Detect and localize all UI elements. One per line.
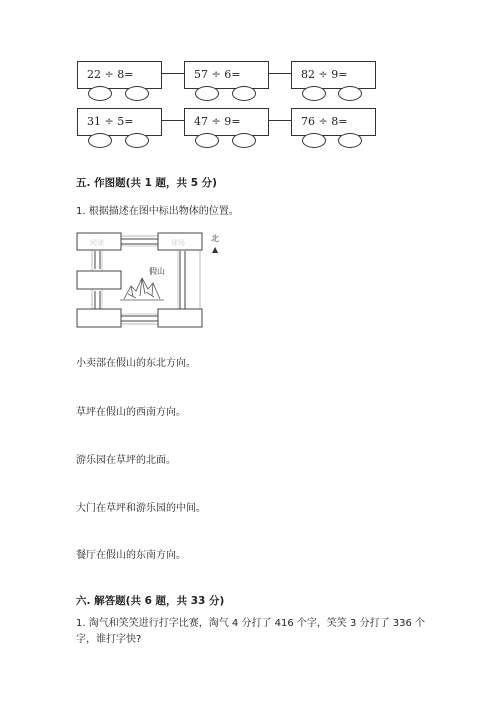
answer-oval[interactable]	[302, 86, 326, 101]
connector-line	[162, 120, 184, 121]
problem-expression: 47 ÷ 9=	[194, 115, 241, 128]
hill-icon	[120, 278, 164, 300]
answer-oval[interactable]	[338, 133, 362, 148]
problem-box	[291, 108, 376, 136]
section-heading: 五. 作图题(共 1 题，共 5 分)	[76, 177, 217, 189]
question-text: 1. 淘气和笑笑进行打字比赛，淘气 4 分打了 416 个字，笑笑 3 分打了 336 个	[76, 618, 426, 629]
problem-box	[77, 61, 162, 89]
connector-line	[269, 120, 291, 121]
answer-oval[interactable]	[88, 86, 112, 101]
problem-box	[184, 108, 269, 136]
answer-oval[interactable]	[125, 86, 149, 101]
section-heading: 六. 解答题(共 6 题，共 33 分)	[76, 595, 225, 607]
hill-label: 假山	[149, 267, 165, 276]
statement-text: 草坪在假山的西南方向。	[76, 407, 186, 418]
answer-oval[interactable]	[195, 86, 219, 101]
problem-expression: 31 ÷ 5=	[87, 115, 134, 128]
faded-label: 球场	[171, 239, 185, 247]
answer-oval[interactable]	[125, 133, 149, 148]
answer-oval[interactable]	[88, 133, 112, 148]
problem-box	[291, 61, 376, 89]
statement-text: 餐厅在假山的东南方向。	[76, 550, 186, 561]
map-location-box	[158, 309, 202, 327]
answer-oval[interactable]	[302, 133, 326, 148]
connector-line	[269, 73, 291, 74]
question-text: 字，谁打字快?	[76, 634, 142, 645]
connector-line	[162, 73, 184, 74]
statement-text: 小卖部在假山的东北方向。	[76, 358, 196, 369]
answer-oval[interactable]	[338, 86, 362, 101]
answer-oval[interactable]	[232, 133, 256, 148]
problem-box	[184, 61, 269, 89]
problem-expression: 82 ÷ 9=	[301, 68, 348, 81]
problem-expression: 57 ÷ 6=	[194, 68, 241, 81]
north-label: 北	[211, 234, 219, 243]
map-location-box	[77, 309, 121, 327]
map-location-box	[77, 271, 121, 289]
question-text: 1. 根据描述在图中标出物体的位置。	[76, 206, 239, 217]
problem-expression: 22 ÷ 8=	[87, 68, 134, 81]
location-map	[76, 232, 226, 332]
answer-oval[interactable]	[232, 86, 256, 101]
north-arrow-icon: ▲	[212, 245, 219, 254]
problem-box	[77, 108, 162, 136]
statement-text: 游乐园在草坪的北面。	[76, 455, 176, 466]
faded-label: 阅读	[90, 239, 104, 247]
statement-text: 大门在草坪和游乐园的中间。	[76, 503, 206, 514]
problem-expression: 76 ÷ 8=	[301, 115, 348, 128]
answer-oval[interactable]	[195, 133, 219, 148]
